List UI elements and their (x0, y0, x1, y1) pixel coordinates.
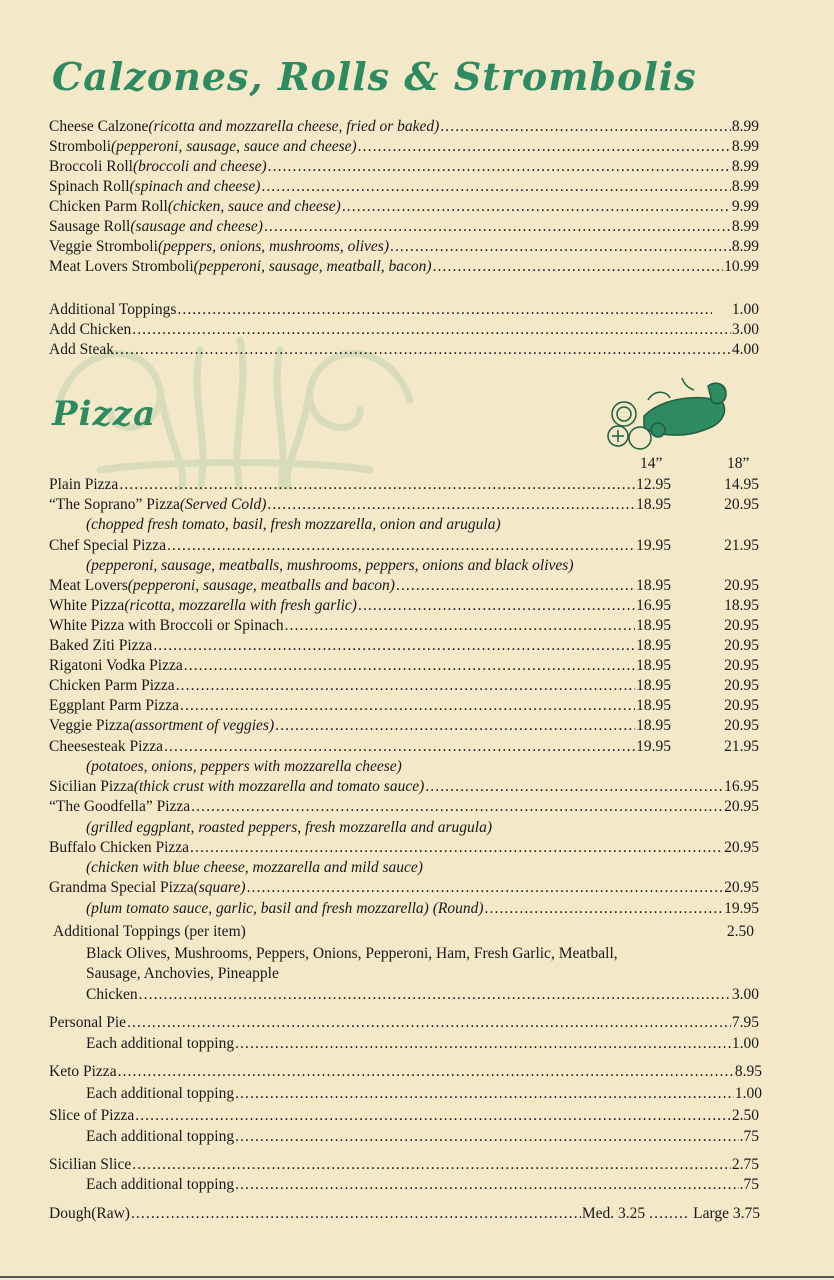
dot-leader (132, 1155, 731, 1175)
pizza-item (49, 656, 759, 676)
pizza-item (49, 576, 759, 596)
dot-leader (191, 797, 723, 817)
pizza-item (49, 676, 759, 696)
dot-leader (127, 1013, 731, 1033)
item-price: 8.99 (731, 118, 759, 135)
calzones-section-title: Calzones, Rolls & Strombolis (52, 54, 697, 99)
item-price: 8.99 (731, 138, 759, 155)
item-name: Chicken Parm Pizza (49, 677, 175, 694)
dot-leader (235, 1084, 734, 1104)
dot-leader (118, 1062, 734, 1082)
dot-leader (235, 1127, 739, 1147)
item-price: 1.00 (731, 1035, 759, 1052)
dot-leader (132, 320, 731, 340)
item-name: Each additional topping (86, 1035, 235, 1052)
menu-item (49, 157, 759, 177)
item-name: Additional Toppings (per item) (53, 923, 246, 940)
price-14: 18.95 (636, 577, 671, 594)
dot-leader (342, 197, 731, 217)
price-18: 14.95 (724, 476, 759, 493)
item-name: Add Steak (49, 341, 115, 358)
item-description: (spinach and cheese) (129, 178, 261, 195)
item-description: (assortment of veggies) (129, 717, 275, 734)
item-name: Eggplant Parm Pizza (49, 697, 179, 714)
pizza-item (49, 636, 759, 656)
item-price: 2.75 (731, 1156, 759, 1173)
pizza-item (49, 878, 759, 898)
dot-leader (396, 576, 635, 596)
item-name: Sausage Roll (49, 218, 131, 235)
slice-topping-row (86, 1127, 759, 1147)
item-price: 8.99 (731, 178, 759, 195)
price-14: 19.95 (636, 738, 671, 755)
item-name: Stromboli (49, 138, 112, 155)
price-14: 19.95 (636, 537, 671, 554)
menu-item (49, 257, 759, 277)
item-price: 8.95 (734, 1063, 762, 1080)
item-name: “The Goodfella” Pizza (49, 798, 191, 815)
keto-pizza-row (49, 1062, 762, 1082)
size-18-header: 18” (727, 455, 750, 472)
item-price: 16.95 (724, 778, 759, 795)
item-name: Veggie Pizza (49, 717, 130, 734)
menu-item (49, 177, 759, 197)
dot-leader (358, 137, 731, 157)
item-description: (thick crust with mozzarella and tomato sauce) (133, 778, 425, 795)
item-name: Each additional topping (86, 1085, 235, 1102)
sicilian-slice-row (49, 1155, 759, 1175)
pizza-item (49, 838, 759, 858)
personal-pie-topping-row (86, 1034, 759, 1054)
item-name: Dough(Raw) (49, 1205, 130, 1222)
price-18: 20.95 (724, 637, 759, 654)
dot-leader (153, 636, 635, 656)
item-name: Personal Pie (49, 1014, 127, 1031)
price-14: 18.95 (636, 677, 671, 694)
dot-leader (235, 1034, 731, 1054)
item-price: 7.95 (731, 1014, 759, 1031)
item-name: Each additional topping (86, 1176, 235, 1193)
price-14: 12.95 (636, 476, 671, 493)
vegetables-illustration (604, 376, 730, 452)
item-description: (sausage and cheese) (130, 218, 263, 235)
price-18: 20.95 (724, 657, 759, 674)
dot-leader (485, 899, 724, 919)
sicilian-slice-topping-row (86, 1175, 759, 1195)
dot-leader (268, 157, 731, 177)
dot-leader (167, 536, 635, 556)
dough-row (49, 1204, 760, 1224)
price-18: 18.95 (724, 597, 759, 614)
item-price: 8.99 (731, 218, 759, 235)
item-name: Cheese Calzone (49, 118, 149, 135)
item-note: (grilled eggplant, roasted peppers, fresh mozzarella and arugula) (86, 819, 492, 836)
item-price: 8.99 (731, 158, 759, 175)
price-14: 18.95 (636, 617, 671, 634)
price-14: 18.95 (636, 496, 671, 513)
dot-leader (131, 1204, 581, 1224)
price-18: 20.95 (724, 496, 759, 513)
item-note: (potatoes, onions, peppers with mozzarella cheese) (86, 758, 402, 775)
dot-leader (135, 1106, 731, 1126)
item-price: 8.99 (731, 238, 759, 255)
dot-leader (184, 656, 635, 676)
item-description: (ricotta, mozzarella with fresh garlic) (124, 597, 357, 614)
price-18: 20.95 (724, 677, 759, 694)
item-description: (square) (193, 879, 246, 896)
chicken-topping-row (86, 985, 759, 1005)
personal-pie-row (49, 1013, 759, 1033)
dot-leader (264, 217, 731, 237)
item-name: Sicilian Slice (49, 1156, 132, 1173)
dot-leader (425, 777, 723, 797)
price-14: 18.95 (636, 717, 671, 734)
dot-leader (164, 737, 635, 757)
extra-item (49, 320, 759, 340)
toppings-list: Sausage, Anchovies, Pineapple (86, 965, 279, 982)
pizza-item (49, 737, 759, 757)
pizza-item (49, 596, 759, 616)
item-price: 20.95 (724, 879, 759, 896)
dot-leader (440, 117, 731, 137)
menu-item (49, 217, 759, 237)
price-14: 18.95 (636, 697, 671, 714)
pizza-item (49, 475, 759, 495)
item-name: Veggie Stromboli (49, 238, 158, 255)
pizza-item-round (86, 899, 759, 919)
item-name: Sicilian Pizza (49, 778, 134, 795)
keto-topping-row (86, 1084, 762, 1104)
dot-leader (649, 1204, 689, 1224)
item-description: (peppers, onions, mushrooms, olives) (157, 238, 389, 255)
item-name: Meat Lovers (49, 577, 128, 594)
price-18: 20.95 (724, 577, 759, 594)
toppings-row (53, 922, 754, 942)
pizza-section-title: Pizza (52, 394, 157, 434)
item-name: Additional Toppings (49, 301, 177, 318)
extra-item (49, 300, 759, 320)
item-price: .75 (739, 1128, 759, 1145)
pizza-item (49, 495, 759, 515)
dot-leader (139, 985, 731, 1005)
dough-large-price: Large 3.75 (693, 1205, 760, 1222)
dot-leader (177, 300, 712, 320)
menu-item (49, 237, 759, 257)
dot-leader (115, 340, 731, 360)
item-name: Add Chicken (49, 321, 132, 338)
dot-leader (119, 475, 635, 495)
item-name: Slice of Pizza (49, 1107, 135, 1124)
size-14-header: 14” (640, 455, 663, 472)
item-name: Buffalo Chicken Pizza (49, 839, 190, 856)
price-18: 21.95 (724, 738, 759, 755)
dot-leader (247, 878, 724, 898)
item-description: (plum tomato sauce, garlic, basil and fresh mozzarella) (Round) (86, 900, 484, 917)
dot-leader (180, 696, 635, 716)
item-price: .75 (739, 1176, 759, 1193)
dot-leader (190, 838, 723, 858)
menu-item (49, 137, 759, 157)
dot-leader (390, 237, 731, 257)
dot-leader (235, 1175, 739, 1195)
item-name: Chicken (86, 986, 138, 1003)
price-18: 21.95 (724, 537, 759, 554)
dough-medium-price: Med. 3.25 (581, 1205, 646, 1222)
item-name: Keto Pizza (49, 1063, 117, 1080)
item-name: White Pizza with Broccoli or Spinach (49, 617, 284, 634)
pizza-item (49, 536, 759, 556)
dot-leader (267, 495, 635, 515)
item-price: 3.00 (731, 986, 759, 1003)
price-14: 18.95 (636, 657, 671, 674)
menu-item (49, 197, 759, 217)
item-description: (broccoli and cheese) (132, 158, 267, 175)
item-note: (chicken with blue cheese, mozzarella and mild sauce) (86, 859, 423, 876)
dot-leader (261, 177, 731, 197)
menu-item (49, 117, 759, 137)
item-price: 20.95 (724, 839, 759, 856)
item-description: (Served Cold) (179, 496, 267, 513)
item-name: “The Soprano” Pizza (49, 496, 180, 513)
item-description: (pepperoni, sausage, sauce and cheese) (111, 138, 357, 155)
dot-leader (285, 616, 636, 636)
price-18: 20.95 (724, 717, 759, 734)
toppings-list: Black Olives, Mushrooms, Peppers, Onions, Pepperoni, Ham, Fresh Garlic, Meatball, (86, 945, 618, 962)
slice-row (49, 1106, 759, 1126)
item-price: 4.00 (731, 341, 759, 358)
bottom-rule (0, 1276, 834, 1278)
item-description: (pepperoni, sausage, meatballs and bacon) (127, 577, 395, 594)
pizza-item (49, 616, 759, 636)
item-description: (chicken, sauce and cheese) (167, 198, 341, 215)
price-18: 20.95 (724, 617, 759, 634)
price-14: 18.95 (636, 637, 671, 654)
item-name: Baked Ziti Pizza (49, 637, 153, 654)
item-price: 1.00 (734, 1085, 762, 1102)
dot-leader (358, 596, 635, 616)
dot-leader (433, 257, 724, 277)
item-name: Chicken Parm Roll (49, 198, 168, 215)
pizza-item (49, 716, 759, 736)
dot-leader (275, 716, 635, 736)
extra-item (49, 340, 759, 360)
price-14: 16.95 (636, 597, 671, 614)
price-18: 20.95 (724, 697, 759, 714)
item-price: 2.50 (726, 923, 754, 940)
item-note: (pepperoni, sausage, meatballs, mushrooms, peppers, onions and black olives) (86, 557, 574, 574)
item-name: Meat Lovers Stromboli (49, 258, 194, 275)
item-name: Cheesesteak Pizza (49, 738, 164, 755)
item-name: Broccoli Roll (49, 158, 133, 175)
item-price: 3.00 (731, 321, 759, 338)
item-price: 2.50 (731, 1107, 759, 1124)
item-note: (chopped fresh tomato, basil, fresh mozzarella, onion and arugula) (86, 516, 501, 533)
dot-leader (176, 676, 635, 696)
item-description: (pepperoni, sausage, meatball, bacon) (193, 258, 432, 275)
item-name: Rigatoni Vodka Pizza (49, 657, 183, 674)
item-name: Each additional topping (86, 1128, 235, 1145)
pizza-item (49, 777, 759, 797)
item-price: 9.99 (731, 198, 759, 215)
item-description: (ricotta and mozzarella cheese, fried or baked) (148, 118, 440, 135)
pizza-item (49, 797, 759, 817)
item-price: 1.00 (731, 301, 759, 318)
item-name: Spinach Roll (49, 178, 130, 195)
item-name: Grandma Special Pizza (49, 879, 194, 896)
item-price: 10.99 (724, 258, 759, 275)
item-name: White Pizza (49, 597, 125, 614)
item-name: Chef Special Pizza (49, 537, 167, 554)
item-price: 20.95 (724, 798, 759, 815)
item-price: 19.95 (724, 900, 759, 917)
pizza-item (49, 696, 759, 716)
item-name: Plain Pizza (49, 476, 119, 493)
